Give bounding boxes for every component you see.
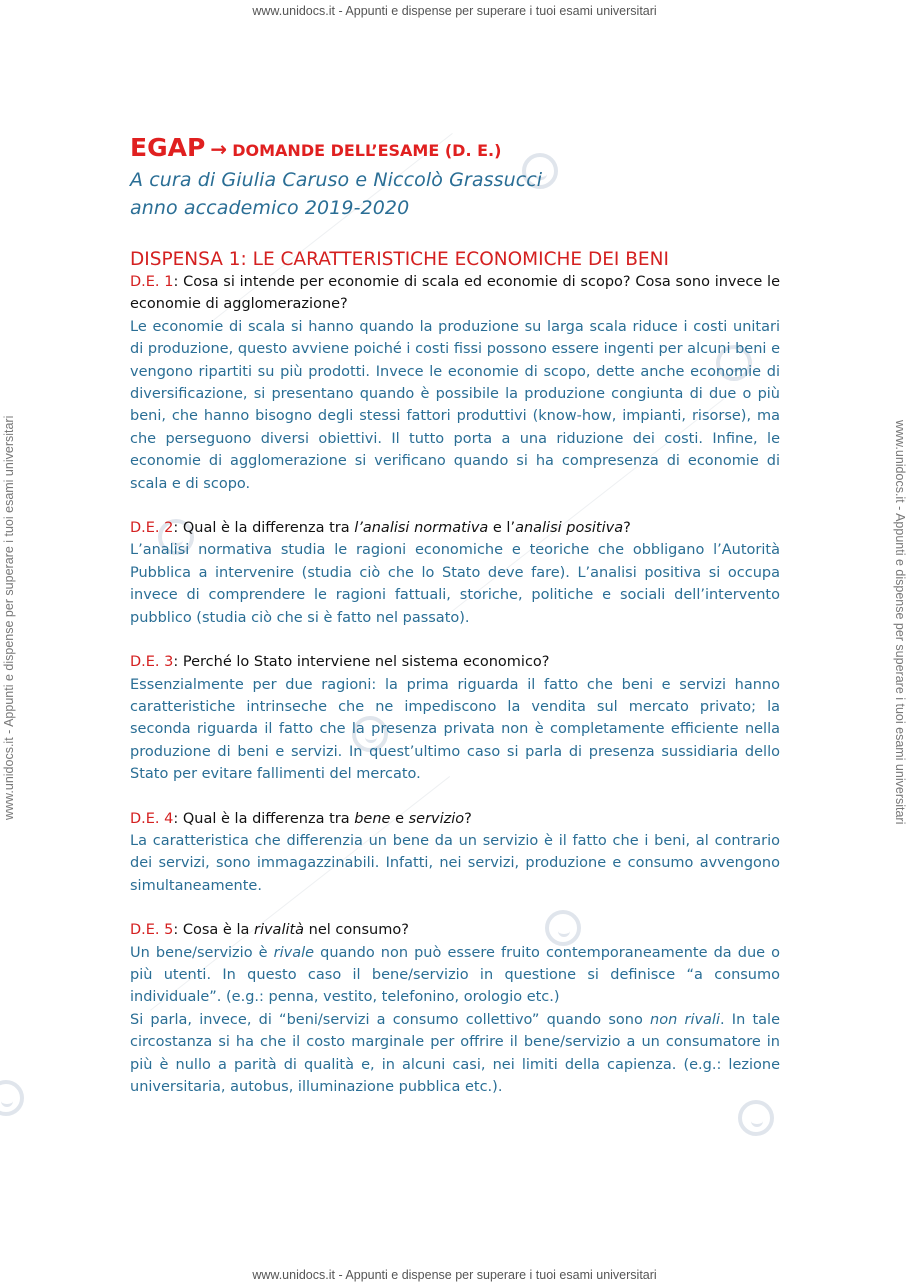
answer-5-paragraph-1 [130, 942, 780, 1009]
section-heading: DISPENSA 1: LE CARATTERISTICHE ECONOMICHE DEI BENI [130, 249, 669, 270]
question-1 [130, 271, 780, 316]
unidocs-logo-icon [738, 1100, 774, 1136]
answer-text: quando non può essere fruito contemporaneamente da due o più utenti. In questo caso il bene/servizio in questione si definisce “a consumo individuale”. (e.g.: penna, vestito, telefonino, orologio etc.) [130, 944, 781, 1006]
question-italic-term: bene [354, 810, 391, 827]
question-text: : Cosa si intende per economie di scala ed economie di scopo? Cosa sono invece le economie di agglomerazione? [130, 274, 780, 313]
document-title [130, 130, 780, 166]
question-5 [130, 919, 780, 941]
question-text: e l’ [488, 520, 516, 537]
question-text: e [390, 810, 409, 827]
answer-2: L’analisi normativa studia le ragioni economiche e teoriche che obbligano l’Autorità Pubblica a intervenire (studia ciò che lo Stato deve fare). L’analisi positiva si occupa invece di comprendere le ragioni fattuali, storiche, politiche e sociali dell’intervento pubblico (studia ciò che si è fatto nel passato). [130, 542, 780, 626]
answer-italic-term: non rivali [650, 1011, 720, 1028]
question-label: D.E. 5 [130, 922, 174, 939]
answer-3: Essenzialmente per due ragioni: la prima riguarda il fatto che beni e servizi hanno caratteristiche intrinseche che ne impediscono la vendita sul mercato privato; la seconda riguarda il fatto che la presenza privata non è completamente efficiente nella produzione di beni e servizi. In quest’ultimo caso si parla di presenza sussidiaria dello Stato per evitare fallimenti del mercato. [130, 676, 780, 783]
left-side-watermark: www.unidocs.it - Appunti e dispense per superare i tuoi esami universitari [2, 415, 16, 820]
question-text: ? [623, 520, 631, 537]
question-italic-term: rivalità [253, 922, 305, 939]
authors-line: A cura di Giulia Caruso e Niccolò Grassucci [130, 169, 543, 191]
question-text: : Qual è la differenza tra [173, 520, 355, 537]
document-body [130, 130, 780, 1098]
question-label: D.E. 3 [130, 654, 174, 671]
question-italic-term: servizio [408, 810, 465, 827]
header-watermark: www.unidocs.it - Appunti e dispense per superare i tuoi esami universitari [252, 4, 657, 18]
academic-year: anno accademico 2019-2020 [130, 197, 410, 219]
answer-5-paragraph-2 [130, 1009, 780, 1099]
title-domande: DOMANDE DELL’ESAME (D. E.) [232, 141, 502, 160]
footer-watermark: www.unidocs.it - Appunti e dispense per superare i tuoi esami universitari [252, 1268, 657, 1282]
question-label: D.E. 1 [130, 274, 174, 290]
unidocs-logo-icon [0, 1080, 24, 1116]
answer-italic-term: rivale [273, 944, 315, 961]
question-label: D.E. 4 [130, 810, 174, 827]
question-3 [130, 651, 780, 673]
title-arrow: → [210, 137, 228, 161]
answer-text: . In tale circostanza si ha che il costo marginale per offrire il bene/servizio a un consumatore in più è nullo a parità di qualità e, in alcuni casi, nei limiti della capienza. (e.g.: lezione universitaria, autobus, illuminazione pubblica etc.). [130, 1011, 780, 1095]
question-text: : Qual è la differenza tra [173, 810, 355, 827]
answer-4: La caratteristica che differenzia un bene da un servizio è il fatto che i beni, al contrario dei servizi, sono immagazzinabili. Infatti, nei servizi, produzione e consumo avvengono simultaneamente. [130, 832, 780, 894]
question-4 [130, 808, 780, 830]
question-text: ? [464, 810, 472, 827]
answer-text: Un bene/servizio è [130, 944, 274, 961]
question-text: nel consumo? [304, 922, 409, 939]
question-text: : Perché lo Stato interviene nel sistema economico? [173, 654, 550, 671]
question-text: : Cosa è la [173, 922, 254, 939]
title-egap: EGAP [130, 133, 206, 162]
question-2 [130, 517, 780, 539]
question-label: D.E. 2 [130, 520, 174, 537]
right-side-watermark: www.unidocs.it - Appunti e dispense per superare i tuoi esami universitari [893, 420, 907, 825]
question-italic-term: analisi positiva [515, 520, 624, 537]
question-italic-term: l’analisi normativa [354, 520, 489, 537]
answer-text: Si parla, invece, di “beni/servizi a consumo collettivo” quando sono [130, 1011, 651, 1028]
answer-1: Le economie di scala si hanno quando la produzione su larga scala riduce i costi unitari di produzione, questo avviene poiché i costi fissi possono essere ingenti per alcuni beni e vengono ripartiti su più prodotti. Invece le economie di scopo, dette anche economie di diversificazione, si presentano quando è possibile la produzione congiunta di due o più beni, che hanno bisogno degli stessi fattori produttivi (know-how, impianti, risorse), ma che perseguono diversi obiettivi. Il tutto porta a una riduzione dei costi. Infine, le economie di agglomerazione si verificano quando si ha compresenza di economie di scala e di scopo. [130, 318, 780, 492]
